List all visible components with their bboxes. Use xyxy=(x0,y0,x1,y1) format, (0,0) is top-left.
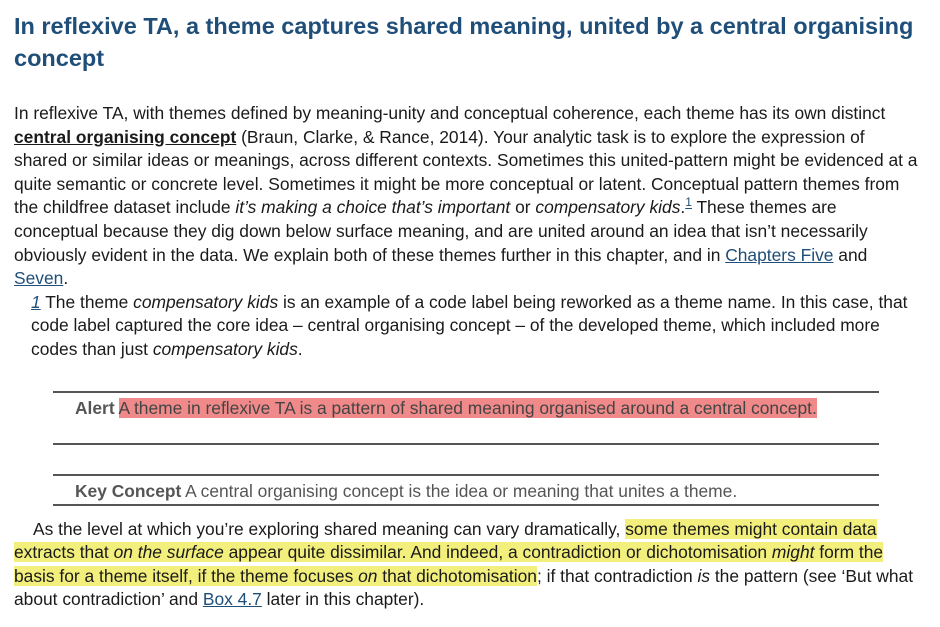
highlight-text: appear quite dissimilar. And indeed, a contradiction or dichotomisation xyxy=(223,542,772,563)
text-run: the pattern (see ‘But what about contradiction’ and xyxy=(14,565,914,610)
text-run: ; if that contradiction xyxy=(536,565,698,586)
alert-box xyxy=(53,391,879,445)
text-run: and xyxy=(833,244,868,265)
text-run: (Braun, Clarke, & Rance, 2014). Your analytic task is to explore the expression of shared or similar ideas or meanings, across different contexts. Sometimes this united-pattern might be evidenced at a quite semantic or concrete level. Sometimes it might be more conceptual or latent. Conceptual pattern themes from the childfree dataset include xyxy=(14,126,918,218)
text-run: These themes are conceptual because they dig down below surface meaning, and are united around an idea that isn’t necessarily obviously evident in the data. We explain both of these themes further in this chapter, and in xyxy=(14,197,868,265)
text-run: The theme xyxy=(40,291,134,312)
highlight-text: some themes might contain data extracts that xyxy=(14,518,877,563)
theme-name-emphasis: it’s making a choice that’s important xyxy=(235,197,511,218)
footnote-1-link[interactable]: 1 xyxy=(685,195,692,210)
chapter-seven-link[interactable]: Seven xyxy=(14,268,64,289)
theme-name-emphasis: compensatory kids xyxy=(535,197,681,218)
footnote-1 xyxy=(14,291,919,362)
highlight-text: form the basis for a theme itself, if the theme focuses xyxy=(14,542,884,586)
highlight-emphasis: might xyxy=(771,542,815,563)
alert-text: A theme in reflexive TA is a pattern of shared meaning organised around a central concept. xyxy=(118,397,817,418)
footnote-number-link[interactable]: 1 xyxy=(31,291,41,312)
paragraph-2 xyxy=(14,518,919,612)
key-concept-label: Key Concept xyxy=(75,480,182,501)
box-4-7-link[interactable]: Box 4.7 xyxy=(202,589,262,610)
text-run: As the level at which you’re exploring shared meaning can vary dramatically, xyxy=(33,518,626,539)
text-run: later in this chapter). xyxy=(261,589,425,610)
text-run: . xyxy=(63,268,69,289)
paragraph-1 xyxy=(14,102,919,291)
text-run: is an example of a code label being reworked as a theme name. In this case, that code label captured the core idea – central organising concept – of the developed theme, which included more codes than just xyxy=(31,291,908,359)
key-concept-box xyxy=(53,474,879,506)
text-run: . xyxy=(680,197,686,218)
highlight-emphasis: on xyxy=(358,565,378,586)
highlight-emphasis: on the surface xyxy=(113,542,224,563)
emphasis: is xyxy=(697,565,711,586)
document-page xyxy=(14,10,919,612)
text-run: or xyxy=(510,197,536,218)
text-run: In reflexive TA, with themes defined by meaning-unity and conceptual coherence, each theme has its own distinct xyxy=(14,103,886,123)
section-heading: In reflexive TA, a theme captures shared meaning, united by a central organising concept xyxy=(14,13,914,71)
alert-label: Alert xyxy=(75,397,115,418)
text-run: . xyxy=(297,338,303,359)
central-organising-concept-link[interactable]: central organising concept xyxy=(14,126,237,147)
key-concept-text: A central organising concept is the idea or meaning that unites a theme. xyxy=(181,480,738,501)
theme-name-emphasis: compensatory kids xyxy=(133,291,279,312)
highlight-text: that dichotomisation xyxy=(377,565,537,586)
chapters-five-link[interactable]: Chapters Five xyxy=(725,244,834,265)
theme-name-emphasis: compensatory kids xyxy=(152,338,298,359)
